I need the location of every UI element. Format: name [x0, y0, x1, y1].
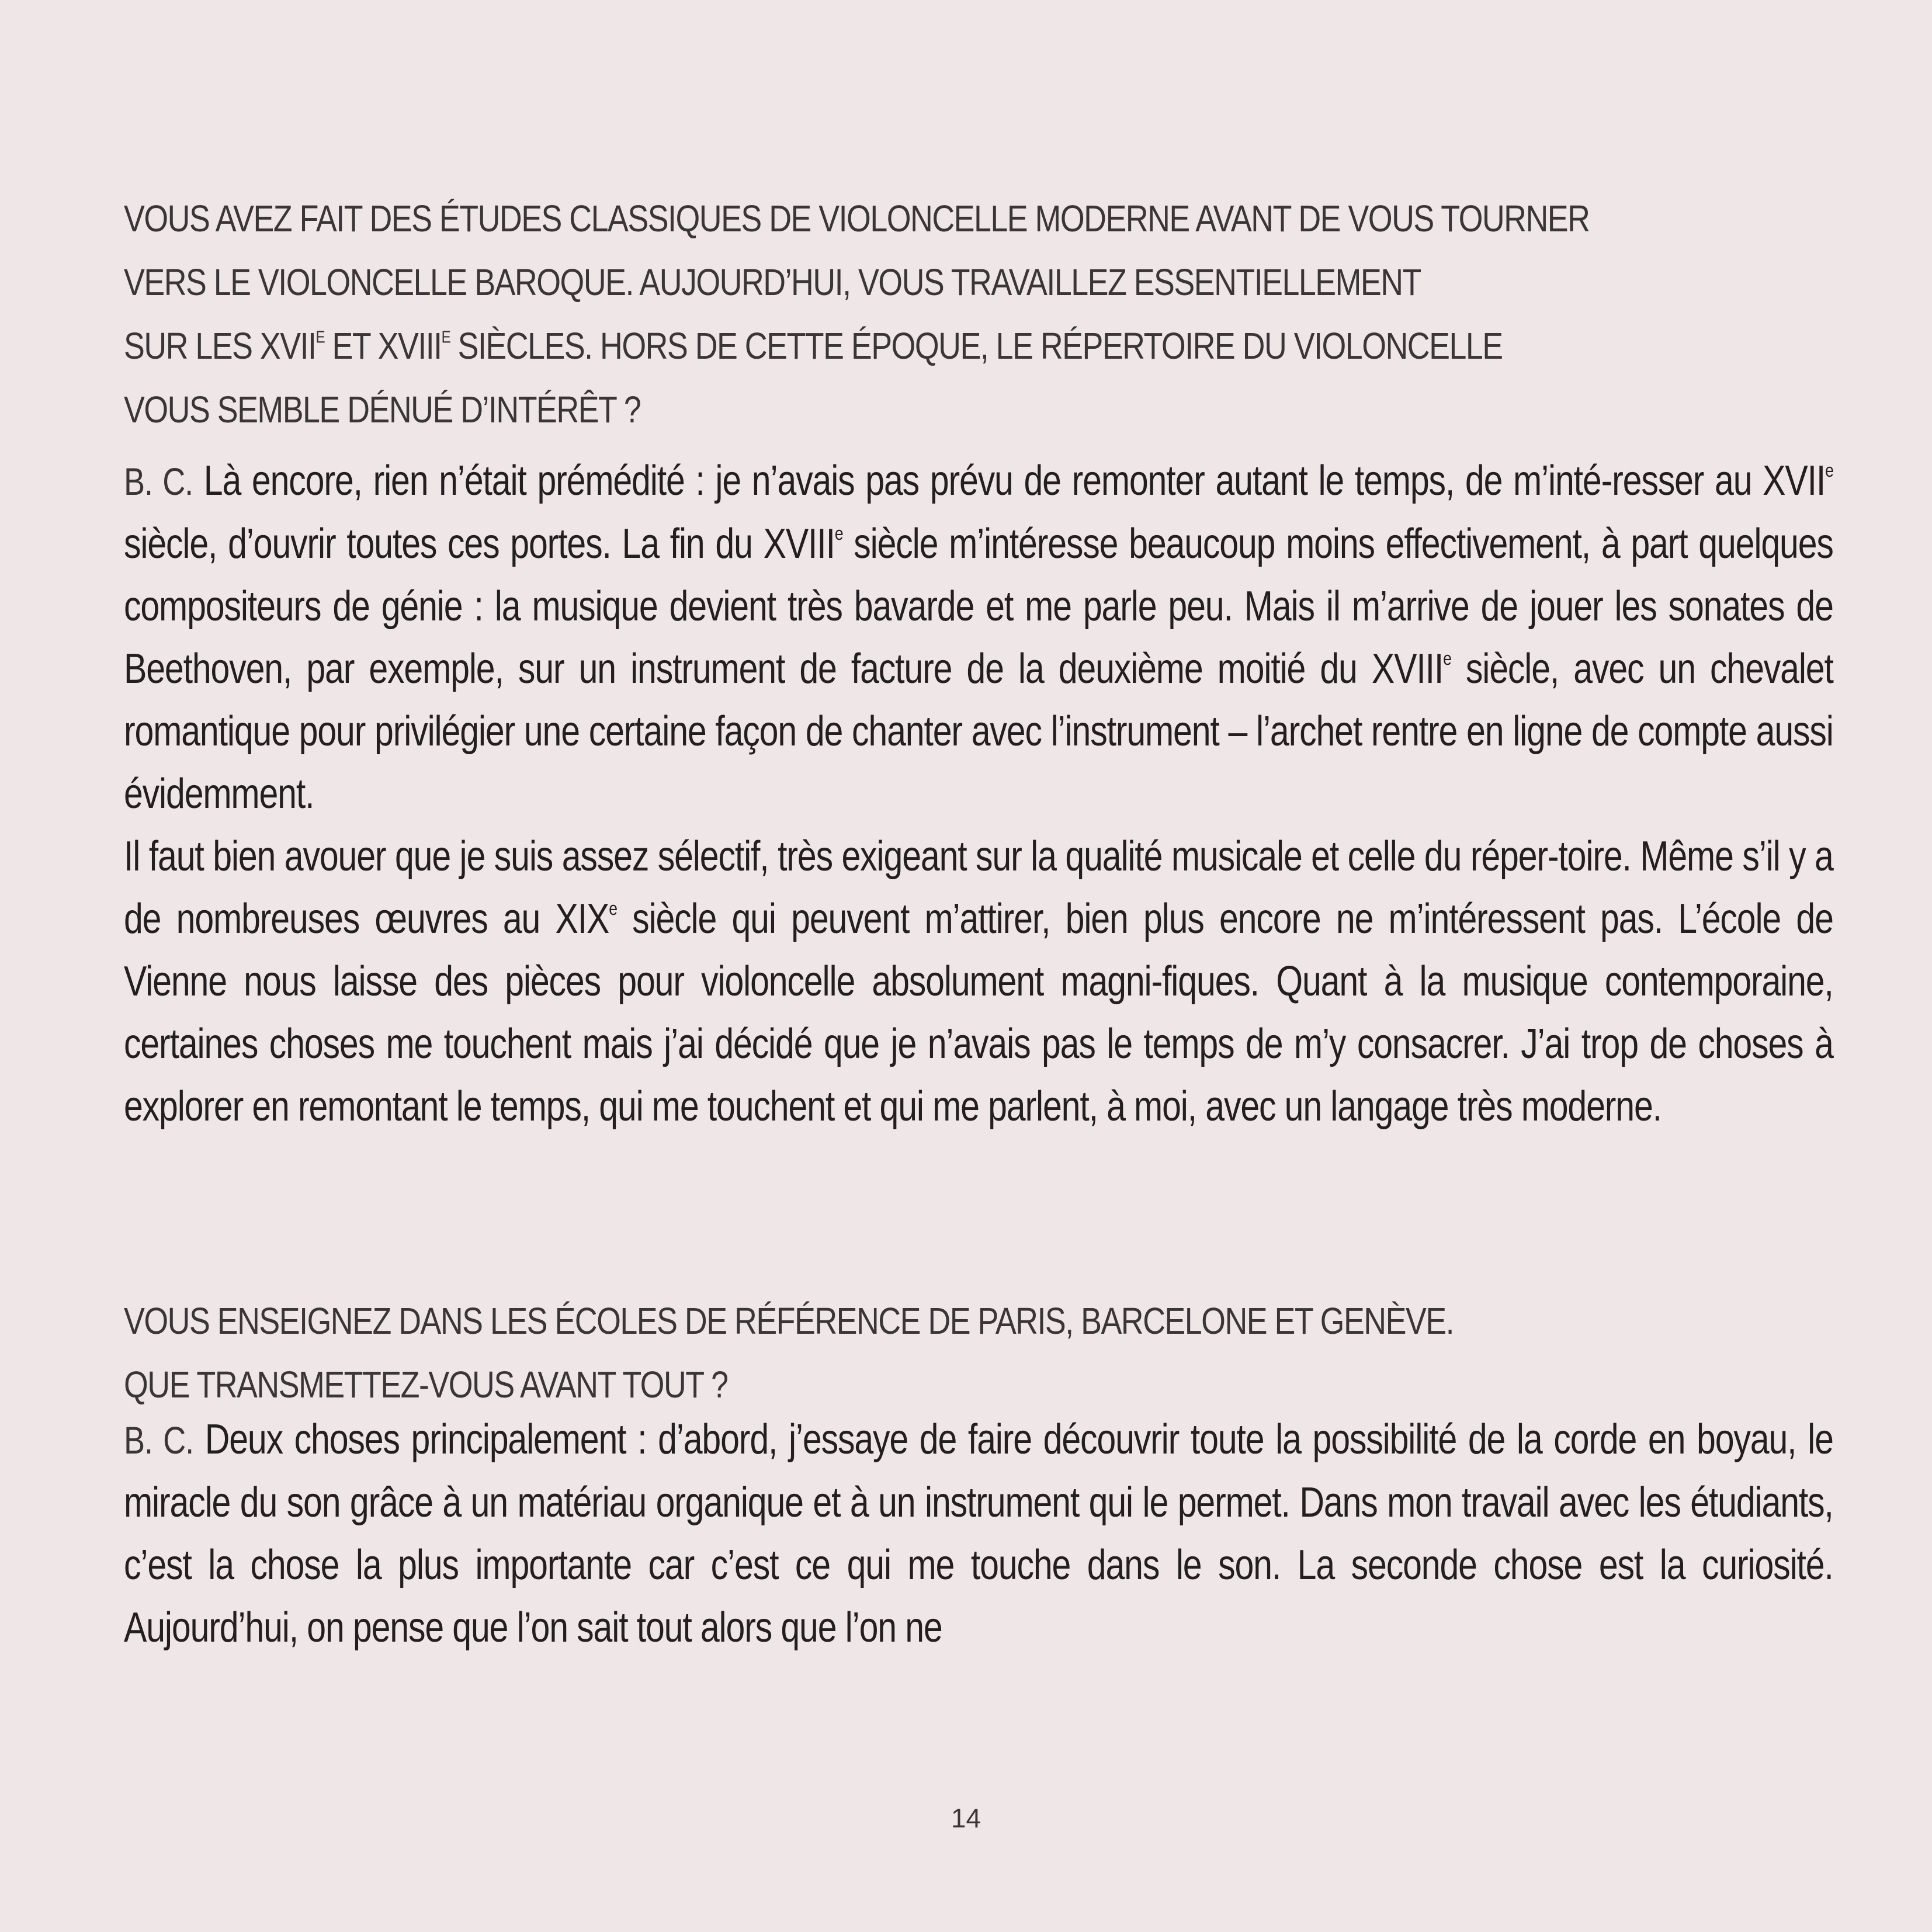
superscript: e — [1443, 648, 1451, 670]
speaker-initials: B. C. — [124, 1418, 194, 1462]
answer-paragraph: B. C. Deux choses principalement : d’abord, j’essaye de faire découvrir toute la possibilité de la corde en boyau, le miracle du son grâce à un matériau organique et à un instrument qui le permet. Dans mon travail avec les étudiants, c’est la chose la plus importante car c’est ce qui me touche dans le son. La seconde chose est la curiosité. Aujourd’hui, on pense que l’on sait tout alors que l’on ne — [124, 1416, 1833, 1651]
question-line: VERS LE VIOLONCELLE BAROQUE. AUJOURD’HUI, VOUS TRAVAILLEZ ESSENTIELLEMENT — [124, 261, 1421, 303]
speaker-initials: B. C. — [124, 460, 193, 503]
question-line: VOUS SEMBLE DÉNUÉ D’INTÉRÊT ? — [124, 389, 641, 431]
answer-paragraph: B. C. Là encore, rien n’était prémédité : je n’avais pas prévu de remonter autant le temps, de m’inté-resser au XVIIe siècle, d’ouvrir toutes ces portes. La fin du XVIIIe siècle m’intéresse beaucoup moins effectivement, à part quelques compositeurs de génie : la musique devient très bavarde et me parle peu. Mais il m’arrive de jouer les sonates de Beethoven, par exemple, sur un instrument de facture de la deuxième moitié du XVIIIe siècle, avec un chevalet romantique pour privilégier une certaine façon de chanter avec l’instrument – l’archet rentre en ligne de compte aussi évidemment. — [124, 457, 1833, 817]
superscript: e — [1825, 460, 1833, 481]
answer-1 — [124, 450, 1833, 1138]
question-line: QUE TRANSMETTEZ-VOUS AVANT TOUT ? — [124, 1364, 728, 1406]
question-line: SUR LES $XVII^E$ ET $XVIII^E$ SIÈCLES. HORS DE CETTE ÉPOQUE, LE RÉPERTOIRE DU VIOLONCELLE — [124, 325, 1503, 367]
answer-2 — [124, 1409, 1833, 1659]
question-line: VOUS AVEZ FAIT DES ÉTUDES CLASSIQUES DE VIOLONCELLE MODERNE AVANT DE VOUS TOURNER — [124, 197, 1590, 240]
superscript: e — [609, 898, 617, 920]
question-1 — [124, 187, 1833, 442]
superscript: E — [315, 328, 325, 347]
page-number: 14 — [951, 1803, 981, 1833]
superscript: e — [834, 523, 843, 544]
question-2 — [124, 1289, 1833, 1417]
answer-paragraph: Il faut bien avouer que je suis assez sélectif, très exigeant sur la qualité musicale et celle du réper-toire. Même s’il y a de nombreuses œuvres au XIXe siècle qui peuvent m’attirer, bien plus encore ne m’intéressent pas. L’école de Vienne nous laisse des pièces pour violoncelle absolument magni-fiques. Quant à la musique contemporaine, certaines choses me touchent mais j’ai décidé que je n’avais pas le temps de m’y consacrer. J’ai trop de choses à explorer en remontant le temps, qui me touchent et qui me parlent, à moi, avec un langage très moderne. — [124, 833, 1833, 1130]
superscript: E — [441, 328, 450, 347]
question-line: VOUS ENSEIGNEZ DANS LES ÉCOLES DE RÉFÉRENCE DE PARIS, BARCELONE ET GENÈVE. — [124, 1300, 1454, 1342]
